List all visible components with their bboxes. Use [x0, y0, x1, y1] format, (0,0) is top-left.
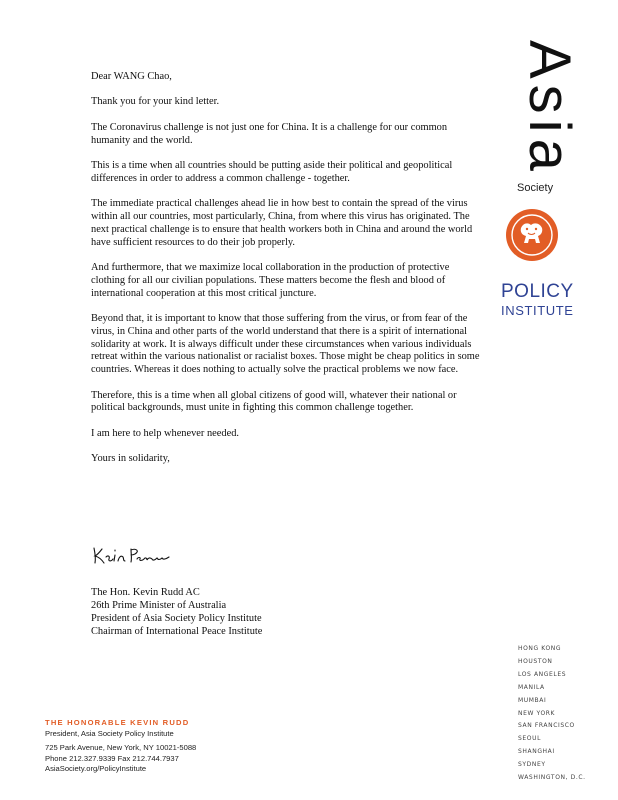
- paragraph-unite: Therefore, this is a time when all global citizens of good will, whatever their national or political backgrounds, must unite in fighting this common challenge together.: [91, 389, 457, 414]
- footer-address: 725 Park Avenue, New York, NY 10021-5088: [45, 742, 197, 752]
- city-item: SYDNEY: [518, 761, 546, 769]
- handwritten-signature: [91, 544, 171, 566]
- city-item: SAN FRANCISCO: [518, 722, 575, 730]
- signer-name: The Hon. Kevin Rudd AC: [91, 587, 200, 598]
- city-item: MUMBAI: [518, 696, 547, 704]
- policy-institute-logo: [501, 282, 574, 318]
- lion-emblem-icon: [505, 208, 559, 262]
- salutation: Dear WANG Chao,: [91, 71, 172, 82]
- signer-title-pm: 26th Prime Minister of Australia: [91, 600, 227, 611]
- signer-title-chairman: Chairman of International Peace Institute: [91, 626, 263, 637]
- footer-name: THE HONORABLE KEVIN RUDD: [45, 718, 190, 727]
- city-item: MANILA: [518, 683, 545, 691]
- asia-wordmark-text: Asia: [517, 40, 582, 177]
- paragraph-collaboration: And furthermore, that we maximize local collaboration in the production of protective clothing for all our civilian populations. These matters become the flesh and blood of international cooperation at this most critical juncture.: [91, 261, 450, 299]
- closing: Yours in solidarity,: [91, 453, 170, 465]
- asia-wordmark: [517, 40, 581, 182]
- footer-website[interactable]: AsiaSociety.org/PolicyInstitute: [45, 764, 147, 774]
- footer-phone: Phone 212.327.9339 Fax 212.744.7937: [45, 753, 179, 763]
- paragraph-time: This is a time when all countries should be putting aside their political and geopolitical differences in order to address a common challenge - together.: [91, 159, 453, 184]
- city-item: SHANGHAI: [518, 748, 555, 756]
- institute-label: INSTITUTE: [501, 303, 574, 318]
- society-label: Society: [517, 182, 554, 194]
- signature-block: [91, 586, 391, 638]
- city-item: WASHINGTON, D.C.: [518, 774, 586, 782]
- city-item: HOUSTON: [518, 657, 553, 665]
- policy-label: POLICY: [501, 281, 574, 302]
- office-cities-list: [518, 643, 586, 785]
- city-item: HONG KONG: [518, 645, 562, 652]
- letterhead-footer: [45, 717, 196, 775]
- city-item: LOS ANGELES: [518, 670, 567, 678]
- city-item: NEW YORK: [518, 709, 556, 717]
- paragraph-thanks: Thank you for your kind letter.: [91, 96, 220, 108]
- signer-title-president: President of Asia Society Policy Institute: [91, 613, 262, 624]
- paragraph-solidarity: Beyond that, it is important to know that those suffering from the virus, or from fear of the virus, in China and other parts of the world understand that there is a spirit of international solidarity at work. It is always difficult under these circumstances when various individuals retreat within the various nationalist or racialist boxes. Those might be cheap politics in some countries. Whereas it does nothing to actually solve the practical problems we now face.: [91, 312, 480, 376]
- paragraph-practical: The immediate practical challenges ahead lie in how best to contain the spread of the virus within all our countries, most particularly, China, from where this virus has originated. The next practical challenge is to ensure that health workers both in China and around the world have sufficient resources to do their job properly.: [91, 198, 473, 248]
- paragraph-challenge: The Coronavirus challenge is not just one for China. It is a challenge for our common humanity and the world.: [91, 121, 448, 146]
- footer-title: President, Asia Society Policy Institute: [45, 729, 174, 738]
- letter-body: [91, 71, 483, 478]
- paragraph-help: I am here to help whenever needed.: [91, 427, 239, 439]
- city-item: SEOUL: [518, 735, 542, 743]
